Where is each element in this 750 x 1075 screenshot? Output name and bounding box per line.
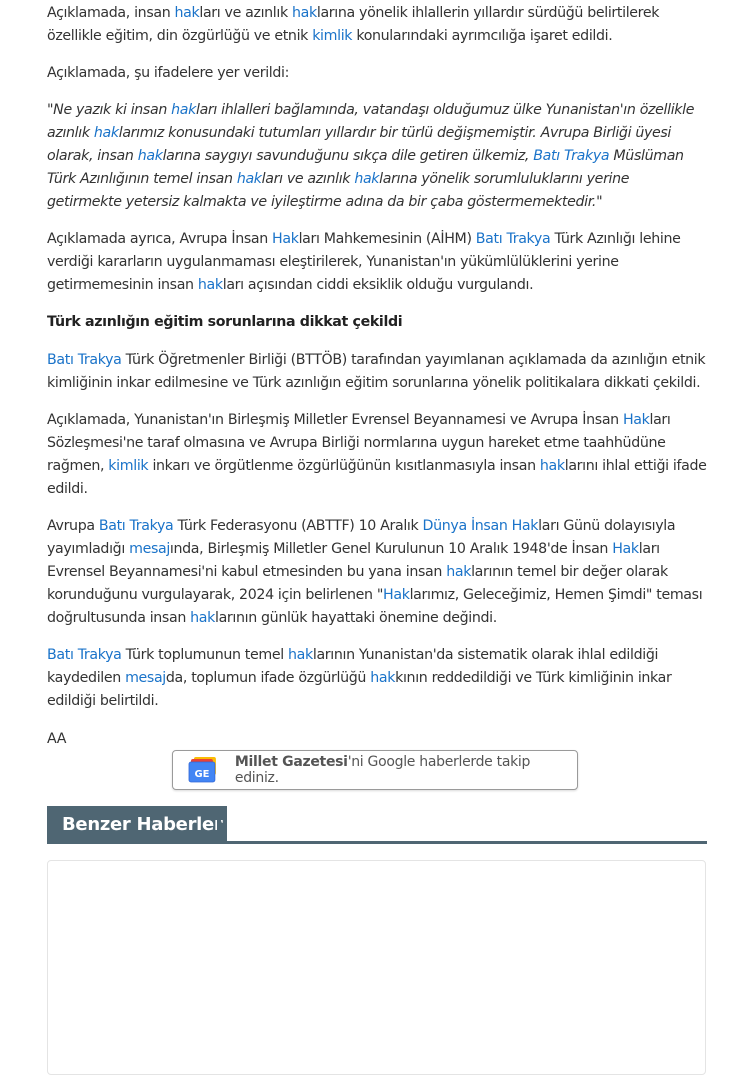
source-credit: AA [47, 731, 67, 747]
section-heading: Türk azınlığın eğitim sorunlarına dikkat çekildi [47, 314, 403, 330]
text-span: larının Yunanistan'da sistematik olarak ihlal edildiği kaydedilen [47, 647, 659, 686]
text-span: ları Sözleşmesi'ne taraf olmasına ve Avrupa Birliği normlarına uygun hareket etme taahhüdüne rağmen, [47, 412, 671, 474]
tag-link-dunya-insan-hak[interactable]: Dünya İnsan Hak [422, 518, 539, 534]
text-span: larına saygıyı savunduğunu sıkça dile getiren ülkemiz, [162, 148, 534, 164]
tag-link-hak[interactable]: hak [370, 670, 396, 686]
tag-link-kimlik[interactable]: kimlik [108, 458, 149, 474]
tag-link-hak[interactable]: Hak [383, 587, 410, 603]
text-span: Açıklamada, şu ifadelere yer verildi: [47, 65, 290, 81]
text-span: kının reddedildiği ve Türk kimliğinin inkar edildiği belirtildi. [47, 670, 672, 709]
tag-link-kimlik[interactable]: kimlik [312, 28, 353, 44]
paragraph [47, 644, 707, 713]
text-span: ında, Birleşmiş Milletler Genel Kurulunun 10 Aralık 1948'de İnsan [169, 541, 613, 557]
tab-notch [217, 806, 227, 842]
related-news-title: Benzer Haberler [47, 806, 227, 842]
text-span: Türk toplumunun temel [121, 647, 289, 663]
tag-link-hak[interactable]: hak [137, 148, 163, 164]
svg-text:GE: GE [194, 768, 210, 780]
tag-link-bati-trakya[interactable]: Batı Trakya [98, 518, 174, 534]
text-span: larının temel bir değer olarak korunduğunu vurgulayarak, 2024 için belirlenen " [47, 564, 668, 603]
tag-link-hak[interactable]: hak [292, 5, 317, 21]
tag-link-bati-trakya[interactable]: Batı Trakya [475, 231, 551, 247]
text-span: "Ne yazık ki insan [47, 102, 172, 118]
text-span: Türk Öğretmenler Birliği (BTTÖB) tarafından yayımlanan açıklamada da azınlığın etnik kimliğinin inkar edilmesine ve Türk azınlığın eğitim sorunlarına yönelik politikalara dikkati çekildi. [47, 352, 706, 391]
tag-link-mesaj[interactable]: mesaj [129, 541, 170, 557]
text-span: ları açısından ciddi eksiklik olduğu vurgulandı. [222, 277, 534, 293]
tag-link-hak[interactable]: hak [446, 564, 472, 580]
text-span: ları Günü dolayısıyla yayımladığı [47, 518, 676, 557]
tag-link-hak[interactable]: hak [288, 647, 313, 663]
text-span: larımız konusundaki tutumları yıllardır bir türlü değişmemiştir. Avrupa Birliği üyesi olarak, insan [47, 125, 672, 164]
text-span: ları ihlalleri bağlamında, vatandaşı olduğumuz ülke Yunanistan'ın özellikle azınlık [47, 102, 695, 141]
tag-link-bati-trakya[interactable]: Batı Trakya [47, 647, 122, 663]
follow-text: 'ni Google haberlerde takip ediniz. [234, 754, 531, 786]
brand-name: Millet Gazetesi [234, 754, 348, 770]
text-span: ları Mahkemesinin (AİHM) [298, 231, 476, 247]
related-news-header [47, 806, 707, 844]
text-span: inkarı ve örgütlenme özgürlüğünün kısıtlanmasıyla insan [148, 458, 540, 474]
paragraph [47, 62, 707, 85]
text-span: larına yönelik sorumluluklarını yerine getirmekte yetersiz kalmakta ve iyileştirme adına da bir çaba göstermemektedir." [47, 171, 630, 210]
tag-link-hak[interactable]: hak [190, 610, 215, 626]
tag-link-hak[interactable]: hak [354, 171, 380, 187]
text-span: Açıklamada, Yunanistan'ın Birleşmiş Milletler Evrensel Beyannamesi ve Avrupa İnsan [47, 412, 623, 428]
tag-link-bati-trakya[interactable]: Batı Trakya [47, 352, 122, 368]
tag-link-hak[interactable]: Hak [622, 412, 650, 428]
tag-link-hak[interactable]: Hak [612, 541, 639, 557]
text-span: konularındaki ayrımcılığa işaret edildi. [352, 28, 613, 44]
text-span: da, toplumun ifade özgürlüğü [165, 670, 371, 686]
tag-link-bati-trakya[interactable]: Batı Trakya [533, 148, 610, 164]
text-span: larını ihlal ettiği ifade edildi. [47, 458, 707, 497]
paragraph [47, 349, 707, 395]
tag-link-hak[interactable]: hak [93, 125, 119, 141]
google-news-icon [185, 755, 221, 785]
related-news-container [47, 860, 706, 1075]
text-span: larının günlük hayattaki önemine değindi. [214, 610, 497, 626]
text-span: ları ve azınlık [261, 171, 355, 187]
paragraph [47, 2, 707, 48]
text-span: Açıklamada ayrıca, Avrupa İnsan [47, 231, 273, 247]
text-span: Türk Federasyonu (ABTTF) 10 Aralık [173, 518, 423, 534]
text-span: larına yönelik ihlallerin yıllardır sürdüğü belirtilerek özellikle eğitim, din özgürlüğü ve etnik [47, 5, 660, 44]
text-span: ları Evrensel Beyannamesi'ni kabul etmesinden bu yana insan [47, 541, 660, 580]
tag-link-hak[interactable]: hak [236, 171, 262, 187]
text-span: Müslüman Türk Azınlığının temel insan [47, 148, 684, 187]
text-span: Avrupa [47, 518, 99, 534]
tag-link-hak[interactable]: hak [197, 277, 223, 293]
text-span: Açıklamada, insan [47, 5, 175, 21]
quote-paragraph [47, 99, 707, 214]
tag-link-mesaj[interactable]: mesaj [125, 670, 166, 686]
paragraph [47, 515, 707, 630]
tag-link-hak[interactable]: hak [539, 458, 565, 474]
google-news-text [235, 754, 577, 786]
google-news-follow-button[interactable] [172, 750, 578, 790]
tag-link-hak[interactable]: hak [174, 5, 200, 21]
tag-link-hak[interactable]: Hak [272, 231, 299, 247]
text-span: Türk Azınlığı lehine verdiği kararların uygulanmaması eleştirilerek, Yunanistan'ın yükümlülüklerini yerine getirmemesinin insan [47, 231, 681, 293]
paragraph [47, 409, 707, 501]
text-span: larımız, Geleceğimiz, Hemen Şimdi" teması doğrultusunda insan [47, 587, 703, 626]
paragraph [47, 228, 707, 297]
tag-link-hak[interactable]: hak [171, 102, 196, 118]
text-span: ları ve azınlık [199, 5, 293, 21]
